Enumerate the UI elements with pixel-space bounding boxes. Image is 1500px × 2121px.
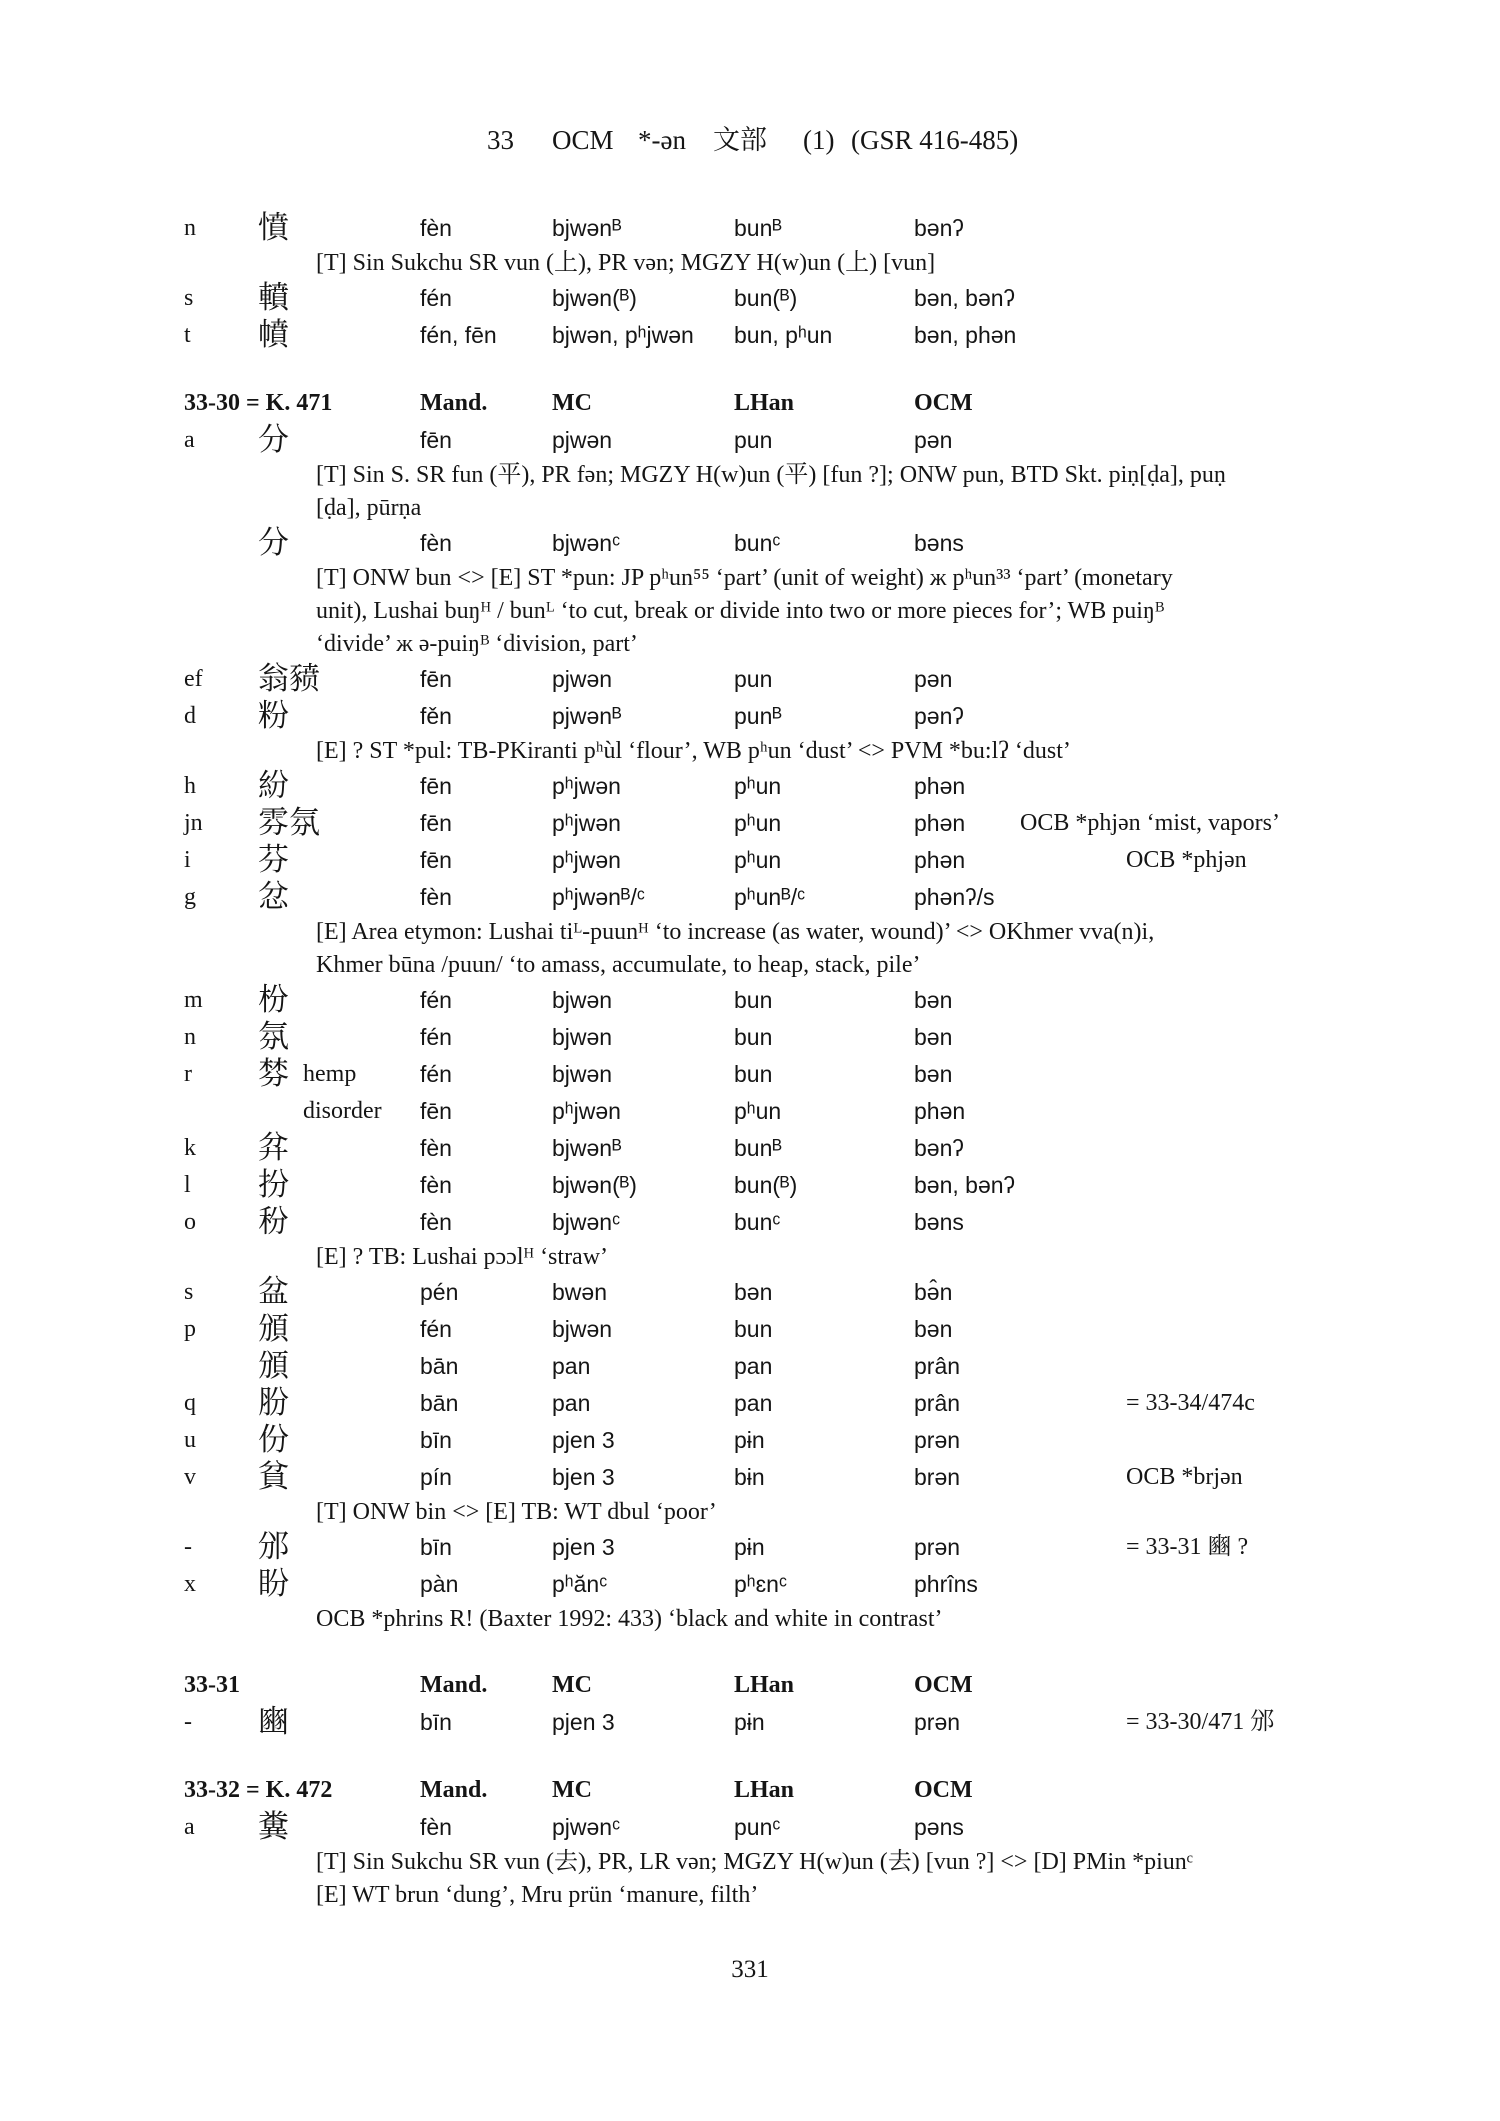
entry-row	[0, 982, 1500, 1019]
gsr-range: (GSR 416-485)	[851, 125, 1019, 155]
entry-old-chinese: brən	[914, 1464, 961, 1490]
entry-middle-chinese: bjwən	[552, 1024, 613, 1050]
entry-middle-chinese: bjwənᶜ	[552, 1209, 621, 1235]
entry-old-chinese: prən	[914, 1534, 961, 1560]
entry-middle-chinese: pʰjwən	[552, 810, 621, 836]
rhyme-group: 文部	[713, 125, 767, 155]
entry-later-han: bunᶜ	[734, 530, 781, 556]
entry-later-han: bən	[734, 1279, 773, 1305]
entry-character: 棼	[258, 1056, 289, 1092]
entry-letter: -	[184, 1709, 192, 1735]
entry-mandarin: fèn	[420, 215, 452, 241]
entry-row	[0, 1529, 1500, 1566]
note-row	[0, 735, 1500, 768]
note-row	[0, 1603, 1500, 1636]
entry-character: 貧	[258, 1459, 289, 1495]
entry-row	[0, 1385, 1500, 1422]
entry-old-chinese: bən	[914, 1024, 953, 1050]
entry-later-han: pʰun	[734, 810, 782, 836]
entry-mandarin: bīn	[420, 1709, 452, 1735]
entry-character: 豳	[258, 1704, 289, 1740]
entry-comment: OCB *phjən	[1126, 847, 1247, 873]
entry-mandarin: fēn	[420, 773, 452, 799]
entry-row	[0, 317, 1500, 354]
entry-middle-chinese: bjwən	[552, 1061, 613, 1087]
note-row	[0, 916, 1500, 949]
entry-row	[0, 1311, 1500, 1348]
etymology-note: [T] ONW bin <> [E] TB: WT dbul ‘poor’	[316, 1499, 717, 1525]
entry-character: 秎	[258, 1204, 289, 1240]
entry-mandarin: pàn	[420, 1571, 459, 1597]
entry-mandarin: pén	[420, 1279, 459, 1305]
entry-row	[0, 280, 1500, 317]
note-row	[0, 459, 1500, 492]
entry-later-han: bunᴮ	[734, 215, 782, 241]
entry-mandarin: fēn	[420, 427, 452, 453]
entry-row	[0, 1348, 1500, 1385]
entry-row	[0, 1130, 1500, 1167]
entry-character: 分	[258, 422, 289, 458]
series-id: 33-31	[184, 1672, 240, 1698]
entry-letter: a	[184, 1814, 195, 1840]
entry-old-chinese: bənʔ	[914, 215, 964, 241]
entry-character: 芬	[258, 842, 289, 878]
entry-character: 幩	[258, 317, 289, 353]
series-heading	[0, 1667, 1500, 1704]
entry-letter: v	[184, 1464, 196, 1490]
entry-old-chinese: bən	[914, 1316, 953, 1342]
entry-middle-chinese: bjwən	[552, 987, 613, 1013]
entry-character: 憤	[258, 210, 289, 246]
series-id: 33-30 = K. 471	[184, 390, 333, 416]
entry-old-chinese: bən, bənʔ	[914, 1172, 1016, 1198]
entry-old-chinese: bə̂n	[914, 1279, 953, 1305]
column-head-later-han: LHan	[734, 1777, 795, 1803]
entry-later-han: pʰun	[734, 773, 782, 799]
entry-character: 肦	[258, 1385, 289, 1421]
entry-sense-label: disorder	[303, 1098, 382, 1124]
note-row	[0, 1241, 1500, 1274]
entry-character: 弅	[258, 1130, 289, 1166]
note-row	[0, 492, 1500, 525]
entry-old-chinese: prân	[914, 1353, 961, 1379]
chapter-number: 33	[487, 125, 514, 155]
entry-later-han: bun	[734, 987, 773, 1013]
entry-mandarin: fēn	[420, 810, 452, 836]
entry-old-chinese: pən	[914, 666, 953, 692]
entry-later-han: bun, pʰun	[734, 322, 833, 348]
entry-letter: l	[184, 1172, 191, 1198]
entry-later-han: pun	[734, 427, 773, 453]
entry-mandarin: fēn	[420, 847, 452, 873]
entry-later-han: pʰun	[734, 1098, 782, 1124]
entry-letter: g	[184, 884, 196, 910]
entry-letter: k	[184, 1135, 196, 1161]
entry-letter: jn	[184, 810, 203, 836]
entry-old-chinese: phrîns	[914, 1571, 978, 1597]
series-heading	[0, 1772, 1500, 1809]
column-head-old-chinese: OCM	[914, 1672, 973, 1698]
entry-later-han: bun(ᴮ)	[734, 285, 798, 311]
entry-middle-chinese: bjwən(ᴮ)	[552, 1172, 637, 1198]
entry-middle-chinese: pʰjwən	[552, 1098, 621, 1124]
entry-later-han: pʰunᴮ/ᶜ	[734, 884, 806, 910]
entry-character: 邠	[258, 1529, 289, 1565]
etymology-note: ‘divide’ ж ə-puiŋᴮ ‘division, part’	[316, 631, 638, 657]
entry-character: 頒	[258, 1311, 289, 1347]
reconstruction-system: OCM	[552, 125, 614, 155]
entry-later-han: pɨn	[734, 1427, 765, 1453]
etymology-note: OCB *phrins R! (Baxter 1992: 433) ‘black and white in contrast’	[316, 1606, 943, 1632]
entry-old-chinese: bən	[914, 987, 953, 1013]
etymology-note: [T] Sin Sukchu SR vun (上), PR vən; MGZY H(w)un (上) [vun]	[316, 250, 936, 276]
entry-letter: p	[184, 1316, 196, 1342]
entry-mandarin: fèn	[420, 884, 452, 910]
series-id: 33-32 = K. 472	[184, 1777, 333, 1803]
entry-mandarin: fén	[420, 285, 452, 311]
entry-letter: ef	[184, 666, 203, 692]
entry-old-chinese: bən	[914, 1061, 953, 1087]
entry-middle-chinese: pʰjwənᴮ/ᶜ	[552, 884, 645, 910]
entry-mandarin: pín	[420, 1464, 452, 1490]
entry-later-han: bun	[734, 1061, 773, 1087]
column-head-middle-chinese: MC	[552, 1672, 592, 1698]
column-head-mandarin: Mand.	[420, 390, 488, 416]
entry-character: 分	[258, 525, 289, 561]
entry-mandarin: fēn	[420, 666, 452, 692]
entry-row	[0, 805, 1500, 842]
entry-old-chinese: bəns	[914, 530, 964, 556]
entry-mandarin: bīn	[420, 1534, 452, 1560]
entry-letter: q	[184, 1390, 196, 1416]
entry-row	[0, 698, 1500, 735]
entry-old-chinese: pənʔ	[914, 703, 964, 729]
part-number: (1)	[803, 125, 835, 155]
entry-middle-chinese: pjen 3	[552, 1709, 615, 1735]
entry-row	[0, 1019, 1500, 1056]
series-heading	[0, 385, 1500, 422]
note-row	[0, 1879, 1500, 1912]
entry-character: 紛	[258, 768, 289, 804]
series-section	[0, 385, 1500, 1636]
entry-old-chinese: phən	[914, 1098, 966, 1124]
entry-letter: d	[184, 703, 196, 729]
entry-mandarin: bān	[420, 1353, 459, 1379]
note-row	[0, 562, 1500, 595]
entry-mandarin: fèn	[420, 530, 452, 556]
entry-old-chinese: phən	[914, 847, 966, 873]
entry-row	[0, 1274, 1500, 1311]
column-head-middle-chinese: MC	[552, 1777, 592, 1803]
entry-old-chinese: phən	[914, 773, 966, 799]
etymology-note: [T] Sin S. SR fun (平), PR fən; MGZY H(w)un (平) [fun ?]; ONW pun, BTD Skt. piṇ[ḍa], puṇ	[316, 462, 1226, 488]
column-head-mandarin: Mand.	[420, 1777, 488, 1803]
entry-row	[0, 1809, 1500, 1846]
entry-mandarin: bān	[420, 1390, 459, 1416]
entry-letter: r	[184, 1061, 192, 1087]
entry-old-chinese: prân	[914, 1390, 961, 1416]
entry-mandarin: fén, fēn	[420, 322, 497, 348]
entry-comment: = 33-31 豳 ?	[1126, 1534, 1249, 1560]
entry-later-han: bunᴮ	[734, 1135, 782, 1161]
entry-character: 粉	[258, 698, 289, 734]
entry-later-han: bɨn	[734, 1464, 765, 1490]
entry-letter: a	[184, 427, 195, 453]
entry-middle-chinese: bjwən(ᴮ)	[552, 285, 637, 311]
entry-middle-chinese: pan	[552, 1353, 591, 1379]
entry-comment: OCB *brjən	[1126, 1464, 1243, 1490]
series-section	[0, 1667, 1500, 1741]
column-head-middle-chinese: MC	[552, 390, 592, 416]
entry-letter: n	[184, 215, 196, 241]
entry-middle-chinese: pjwən	[552, 666, 613, 692]
etymology-note: [E] ? ST *pul: TB-PKiranti pʰùl ‘flour’, WB pʰun ‘dust’ <> PVM *bu:lʔ ‘dust’	[316, 738, 1071, 764]
entry-remark: OCB *phjən ‘mist, vapors’	[1020, 810, 1280, 836]
entry-middle-chinese: bwən	[552, 1279, 607, 1305]
entry-later-han: pʰun	[734, 847, 782, 873]
entry-character: 盼	[258, 1566, 289, 1602]
entry-mandarin: fén	[420, 1061, 452, 1087]
entry-middle-chinese: pjwən	[552, 427, 613, 453]
entry-old-chinese: prən	[914, 1427, 961, 1453]
entry-letter: h	[184, 773, 196, 799]
entry-later-han: pɨn	[734, 1534, 765, 1560]
entry-mandarin: fén	[420, 1316, 452, 1342]
entry-row	[0, 1056, 1500, 1093]
column-head-mandarin: Mand.	[420, 1672, 488, 1698]
entry-middle-chinese: pjwənᴮ	[552, 703, 622, 729]
entry-middle-chinese: pʰjwən	[552, 773, 621, 799]
entry-character: 忿	[258, 879, 289, 915]
note-row	[0, 595, 1500, 628]
entry-row	[0, 210, 1500, 247]
column-head-later-han: LHan	[734, 390, 795, 416]
note-row	[0, 949, 1500, 982]
etymology-note: [T] ONW bun <> [E] ST *pun: JP pʰun⁵⁵ ‘part’ (unit of weight) ж pʰun³³ ‘part’ (monetary	[316, 565, 1173, 591]
entry-old-chinese: pən	[914, 427, 953, 453]
entry-row	[0, 1167, 1500, 1204]
rhyme-label: *-ən	[638, 125, 686, 155]
entry-old-chinese: phən	[914, 810, 966, 836]
entry-old-chinese: bən, phən	[914, 322, 1017, 348]
entry-character: 雰氛	[258, 805, 320, 841]
entry-middle-chinese: bjwənᶜ	[552, 530, 621, 556]
entry-later-han: bun	[734, 1024, 773, 1050]
entries-list	[0, 210, 1500, 1912]
entry-middle-chinese: pjen 3	[552, 1427, 615, 1453]
entry-later-han: punᴮ	[734, 703, 782, 729]
etymology-note: Khmer būna /puun/ ‘to amass, accumulate, to heap, stack, pile’	[316, 952, 921, 978]
entry-old-chinese: phənʔ/s	[914, 884, 995, 910]
entry-mandarin: fēn	[420, 1098, 452, 1124]
entry-later-han: pan	[734, 1353, 773, 1379]
etymology-note: [E] WT brun ‘dung’, Mru prün ‘manure, filth’	[316, 1882, 759, 1908]
note-row	[0, 247, 1500, 280]
entry-old-chinese: bən, bənʔ	[914, 285, 1016, 311]
entry-middle-chinese: pʰjwən	[552, 847, 621, 873]
page-number: 331	[731, 1956, 769, 1983]
entry-later-han: bun	[734, 1316, 773, 1342]
entry-mandarin: fěn	[420, 703, 452, 729]
entry-middle-chinese: pjwənᶜ	[552, 1814, 621, 1840]
entry-mandarin: fén	[420, 1024, 452, 1050]
column-head-old-chinese: OCM	[914, 1777, 973, 1803]
entry-middle-chinese: pan	[552, 1390, 591, 1416]
series-section	[0, 210, 1500, 354]
entry-later-han: pɨn	[734, 1709, 765, 1735]
entry-later-han: pan	[734, 1390, 773, 1416]
entry-letter: t	[184, 322, 191, 348]
etymology-note: [E] ? TB: Lushai pɔɔlᴴ ‘straw’	[316, 1244, 609, 1270]
entry-middle-chinese: bjwənᴮ	[552, 215, 622, 241]
series-section	[0, 1772, 1500, 1912]
entry-later-han: bun(ᴮ)	[734, 1172, 798, 1198]
entry-row	[0, 422, 1500, 459]
entry-letter: o	[184, 1209, 196, 1235]
note-row	[0, 628, 1500, 661]
entry-row	[0, 1422, 1500, 1459]
etymology-note: [ḍa], pūrṇa	[316, 495, 422, 521]
etymology-note: [E] Area etymon: Lushai tiᴸ-puunᴴ ‘to increase (as water, wound)’ <> OKhmer vva(n)i,	[316, 919, 1155, 945]
entry-old-chinese: bəns	[914, 1209, 964, 1235]
entry-mandarin: fèn	[420, 1209, 452, 1235]
entry-middle-chinese: bjen 3	[552, 1464, 615, 1490]
entry-row	[0, 1204, 1500, 1241]
entry-letter: m	[184, 987, 203, 1013]
entry-comment: = 33-34/474c	[1126, 1390, 1255, 1416]
entry-later-han: pʰɛnᶜ	[734, 1571, 788, 1597]
entry-letter: u	[184, 1427, 196, 1453]
entry-character: 糞	[258, 1809, 289, 1845]
entry-mandarin: fèn	[420, 1135, 452, 1161]
entry-middle-chinese: bjwənᴮ	[552, 1135, 622, 1161]
entry-letter: s	[184, 285, 194, 311]
entry-character: 頒	[258, 1348, 289, 1384]
entry-later-han: punᶜ	[734, 1814, 781, 1840]
entry-letter: n	[184, 1024, 196, 1050]
entry-character: 氛	[258, 1019, 289, 1055]
entry-character: 枌	[258, 982, 289, 1018]
entry-row	[0, 1093, 1500, 1130]
entry-middle-chinese: pjen 3	[552, 1534, 615, 1560]
entry-character: 扮	[258, 1167, 289, 1203]
entry-character: 盆	[258, 1274, 289, 1310]
entry-middle-chinese: pʰănᶜ	[552, 1571, 608, 1597]
column-head-later-han: LHan	[734, 1672, 795, 1698]
entry-letter: s	[184, 1279, 194, 1305]
entry-middle-chinese: bjwən, pʰjwən	[552, 322, 694, 348]
etymology-note: unit), Lushai buŋᴴ / bunᴸ ‘to cut, break or divide into two or more pieces for’; WB puiŋᴮ	[316, 598, 1165, 624]
entry-character: 翁豮	[258, 661, 320, 697]
etymology-note: [T] Sin Sukchu SR vun (去), PR, LR vən; MGZY H(w)un (去) [vun ?] <> [D] PMin *piunᶜ	[316, 1849, 1193, 1875]
entry-old-chinese: prən	[914, 1709, 961, 1735]
entry-later-han: bunᶜ	[734, 1209, 781, 1235]
entry-letter: x	[184, 1571, 196, 1597]
entry-sense-label: hemp	[303, 1061, 357, 1087]
entry-mandarin: bīn	[420, 1427, 452, 1453]
entry-character: 轒	[258, 280, 289, 316]
note-row	[0, 1496, 1500, 1529]
column-head-old-chinese: OCM	[914, 390, 973, 416]
entry-mandarin: fèn	[420, 1172, 452, 1198]
entry-old-chinese: bənʔ	[914, 1135, 964, 1161]
entry-comment: = 33-30/471 邠	[1126, 1709, 1275, 1735]
entry-old-chinese: pəns	[914, 1814, 964, 1840]
entry-middle-chinese: bjwən	[552, 1316, 613, 1342]
entry-row	[0, 879, 1500, 916]
entry-row	[0, 525, 1500, 562]
entry-letter: -	[184, 1534, 192, 1560]
entry-row	[0, 1566, 1500, 1603]
entry-row	[0, 768, 1500, 805]
entry-row	[0, 661, 1500, 698]
entry-character: 份	[258, 1422, 289, 1458]
note-row	[0, 1846, 1500, 1879]
entry-mandarin: fèn	[420, 1814, 452, 1840]
entry-row	[0, 1459, 1500, 1496]
entry-row	[0, 842, 1500, 879]
entry-row	[0, 1704, 1500, 1741]
entry-later-han: pun	[734, 666, 773, 692]
entry-mandarin: fén	[420, 987, 452, 1013]
page-header	[0, 121, 1500, 159]
entry-letter: i	[184, 847, 191, 873]
